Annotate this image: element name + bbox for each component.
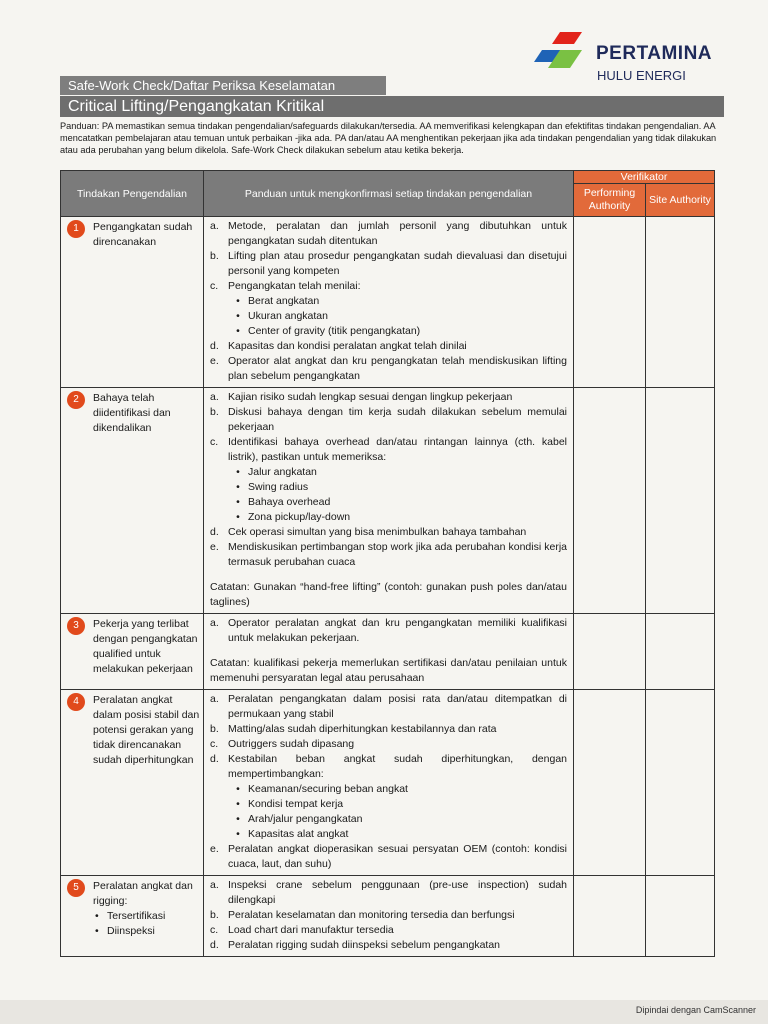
brand-name: PERTAMINA bbox=[596, 43, 713, 64]
header-control: Tindakan Pengendalian bbox=[61, 171, 204, 217]
sa-check-cell[interactable] bbox=[646, 388, 715, 614]
pa-check-cell[interactable] bbox=[574, 614, 646, 690]
list-item: c. Load chart dari manufaktur tersedia bbox=[210, 924, 394, 936]
table-row bbox=[61, 690, 715, 876]
control-cell bbox=[61, 876, 204, 957]
control-cell bbox=[61, 217, 204, 388]
control-text: Pekerja yang terlibat dengan pengangkatan qualified untuk melakukan pekerjaan bbox=[93, 618, 198, 675]
pa-check-cell[interactable] bbox=[574, 876, 646, 957]
row-number-badge: 2 bbox=[67, 391, 85, 409]
bullet-item: • Kapasitas alat angkat bbox=[236, 828, 349, 840]
bullet-item: • Center of gravity (titik pengangkatan) bbox=[236, 325, 421, 337]
list-item: e. Peralatan angkat dioperasikan sesuai persyatan OEM (contoh: kondisi cuaca, laut, dan suhu) bbox=[210, 843, 567, 870]
list-item: a. Metode, peralatan dan jumlah personil yang dibutuhkan untuk pengangkatan sudah ditentukan bbox=[210, 220, 567, 247]
brand-subname: HULU ENERGI bbox=[597, 68, 686, 83]
guidance-cell bbox=[204, 614, 574, 690]
control-bullet: • Diinspeksi bbox=[95, 925, 155, 937]
table-row bbox=[61, 876, 715, 957]
table-row bbox=[61, 614, 715, 690]
list-item: a. Kajian risiko sudah lengkap sesuai dengan lingkup pekerjaan bbox=[210, 391, 513, 403]
doc-title-1: Safe-Work Check/Daftar Periksa Keselamatan bbox=[60, 76, 386, 95]
list-item: e. Mendiskusikan pertimbangan stop work jika ada perubahan kondisi kerja termasuk perubahan cuaca bbox=[210, 541, 567, 568]
list-item: a. Peralatan pengangkatan dalam posisi rata dan/atau ditempatkan di permukaan yang stabil bbox=[210, 693, 567, 720]
note-text: Catatan: Gunakan “hand-free lifting” (contoh: gunakan push poles dan/atau taglines) bbox=[210, 581, 567, 608]
list-item: c. Outriggers sudah dipasang bbox=[210, 738, 355, 750]
bullet-item: • Swing radius bbox=[236, 481, 309, 493]
control-text: Peralatan angkat dan rigging: bbox=[93, 880, 193, 907]
control-cell bbox=[61, 690, 204, 876]
sa-check-cell[interactable] bbox=[646, 876, 715, 957]
row-number-badge: 4 bbox=[67, 693, 85, 711]
control-table bbox=[60, 170, 715, 957]
table-row bbox=[61, 388, 715, 614]
header-guidance: Panduan untuk mengkonfirmasi setiap tindakan pengendalian bbox=[204, 171, 574, 217]
list-item: b. Diskusi bahaya dengan tim kerja sudah dilakukan sebelum memulai pekerjaan bbox=[210, 406, 567, 433]
bullet-item: • Zona pickup/lay-down bbox=[236, 511, 351, 523]
bullet-item: • Ukuran angkatan bbox=[236, 310, 328, 322]
bullet-item: • Bahaya overhead bbox=[236, 496, 331, 508]
row-number-badge: 3 bbox=[67, 617, 85, 635]
sa-check-cell[interactable] bbox=[646, 690, 715, 876]
bullet-item: • Kondisi tempat kerja bbox=[236, 798, 344, 810]
pertamina-logo bbox=[530, 28, 730, 88]
list-item: c. Identifikasi bahaya overhead dan/atau rintangan lainnya (cth. kabel listrik), pastikan untuk memeriksa: bbox=[210, 436, 567, 463]
list-item: b. Peralatan keselamatan dan monitoring tersedia dan berfungsi bbox=[210, 909, 515, 921]
sa-check-cell[interactable] bbox=[646, 217, 715, 388]
guidance-cell bbox=[204, 876, 574, 957]
guidance-cell bbox=[204, 690, 574, 876]
guidance-cell bbox=[204, 217, 574, 388]
note-text: Catatan: kualifikasi pekerja memerlukan sertifikasi dan/atau penilaian untuk memenuhi persyaratan legal atau perusahaan bbox=[210, 657, 567, 684]
control-cell bbox=[61, 614, 204, 690]
guidance-text: Panduan: PA memastikan semua tindakan pengendalian/safeguards dilakukan/tersedia. AA memverifikasi kelengkapan dan efektifitas tindakan pengendalian. AA mencatatkan pembelajaran atau temuan untuk perbaikan -jika ada. PA dan/atau AA menghentikan pekerjaan jika ada tindakan pengendalian yang tidak dilakukan atau ada perubahan yang belum dikelola. Safe-Work Check dilakukan sebelum atau ketika bekerja. bbox=[60, 121, 717, 155]
list-item: d. Cek operasi simultan yang bisa menimbulkan bahaya tambahan bbox=[210, 526, 527, 538]
header-site-authority: Site Authority bbox=[646, 184, 715, 217]
bullet-item: • Berat angkatan bbox=[236, 295, 320, 307]
list-item: b. Matting/alas sudah diperhitungkan kestabilannya dan rata bbox=[210, 723, 497, 735]
pa-check-cell[interactable] bbox=[574, 388, 646, 614]
header-verifikator: Verifikator bbox=[574, 171, 715, 184]
doc-title-2: Critical Lifting/Pengangkatan Kritikal bbox=[60, 96, 724, 117]
list-item: a. Inspeksi crane sebelum penggunaan (pre-use inspection) sudah dilengkapi bbox=[210, 879, 567, 906]
bullet-item: • Keamanan/securing beban angkat bbox=[236, 783, 408, 795]
control-bullet: • Tersertifikasi bbox=[95, 910, 166, 922]
header-performing-authority: Performing Authority bbox=[574, 184, 646, 217]
row-number-badge: 5 bbox=[67, 879, 85, 897]
control-text: Bahaya telah diidentifikasi dan dikendalikan bbox=[93, 392, 171, 434]
bullet-item: • Jalur angkatan bbox=[236, 466, 317, 478]
control-text: Peralatan angkat dalam posisi stabil dan potensi gerakan yang tidak direncanakan sudah diperhitungkan bbox=[93, 694, 200, 766]
pertamina-logo-icon bbox=[530, 28, 592, 78]
scanner-footer: Dipindai dengan CamScanner bbox=[635, 1005, 756, 1015]
list-item: c. Pengangkatan telah menilai: bbox=[210, 280, 361, 292]
pa-check-cell[interactable] bbox=[574, 690, 646, 876]
list-item: d. Kestabilan beban angkat sudah diperhitungkan, dengan mempertimbangkan: bbox=[210, 753, 567, 780]
list-item: d. Kapasitas dan kondisi peralatan angkat telah dinilai bbox=[210, 340, 467, 352]
list-item: b. Lifting plan atau prosedur pengangkatan sudah dievaluasi dan disetujui personil yang kompeten bbox=[210, 250, 567, 277]
row-number-badge: 1 bbox=[67, 220, 85, 238]
list-item: a. Operator peralatan angkat dan kru pengangkatan memiliki kualifikasi untuk melakukan pekerjaan. bbox=[210, 617, 567, 644]
bullet-item: • Arah/jalur pengangkatan bbox=[236, 813, 363, 825]
list-item: d. Peralatan rigging sudah diinspeksi sebelum pengangkatan bbox=[210, 939, 501, 951]
control-text: Pengangkatan sudah direncanakan bbox=[93, 221, 193, 248]
guidance-cell bbox=[204, 388, 574, 614]
control-cell bbox=[61, 388, 204, 614]
pa-check-cell[interactable] bbox=[574, 217, 646, 388]
table-row bbox=[61, 217, 715, 388]
list-item: e. Operator alat angkat dan kru pengangkatan telah mendiskusikan lifting plan sebelum pengangkatan bbox=[210, 355, 567, 382]
sa-check-cell[interactable] bbox=[646, 614, 715, 690]
